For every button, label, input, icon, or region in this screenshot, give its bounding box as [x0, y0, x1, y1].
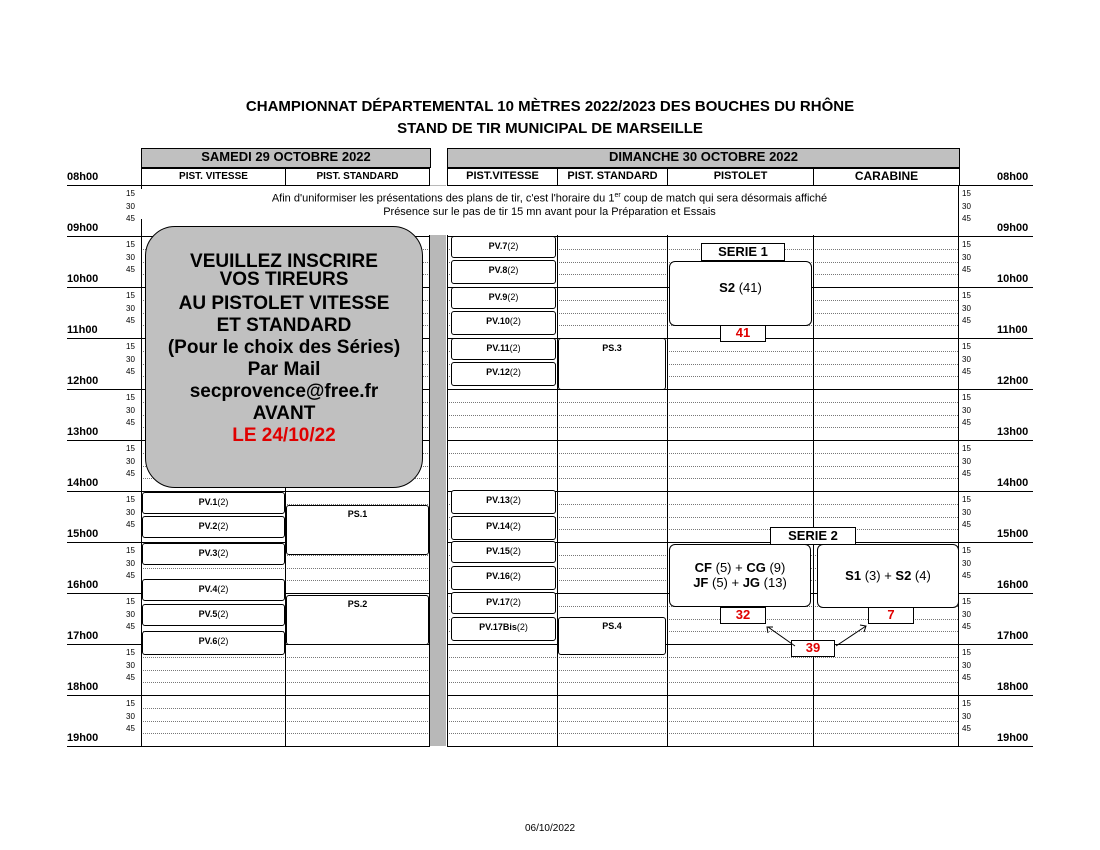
slot-pv-15: PV.15(2): [451, 541, 556, 563]
slot-pv-11: PV.11(2): [451, 338, 556, 360]
hour-label-left: 17h00: [67, 630, 99, 642]
column-line: [429, 185, 430, 747]
hour-line-right: [958, 593, 1033, 594]
registration-notice: [145, 226, 423, 488]
slot-pv-8: PV.8(2): [451, 260, 556, 284]
serie-2-pistolet-line-1: CF (5) + CG (9): [694, 560, 786, 575]
minute-label-right: 45: [962, 265, 971, 275]
quarter-line: [447, 682, 958, 683]
quarter-line: [447, 415, 958, 416]
minute-label-left: 30: [126, 354, 135, 364]
serie-1-group-name: S2: [719, 280, 736, 295]
hour-label-right: 15h00: [997, 528, 1029, 540]
notice-line-9: LE 24/10/22: [232, 425, 336, 446]
minute-label-left: 45: [126, 622, 135, 632]
minute-label-right: 30: [962, 711, 971, 721]
notice-line-8: AVANT: [252, 403, 316, 424]
saturday-header: SAMEDI 29 OCTOBRE 2022: [141, 148, 431, 168]
col-sun-standard: PIST. STANDARD: [557, 168, 668, 186]
slot-ps-2: PS.2: [286, 595, 429, 645]
hour-line: [447, 389, 958, 390]
minute-label-right: 45: [962, 367, 971, 377]
minute-label-left: 45: [126, 214, 135, 224]
serie-2-carabine-group: S1 (3) + S2 (4): [817, 544, 959, 608]
serie-2-grand-total: 39: [791, 640, 835, 657]
minute-label-right: 45: [962, 724, 971, 734]
hour-line-right: [958, 746, 1033, 747]
day-separator: [430, 185, 446, 746]
serie-2-carabine-total: 7: [868, 607, 914, 624]
minute-label-left: 15: [126, 188, 135, 198]
hour-line-right: [958, 491, 1033, 492]
minute-label-left: 45: [126, 469, 135, 479]
minute-label-right: 45: [962, 622, 971, 632]
hour-label-right: 09h00: [997, 222, 1029, 234]
minute-label-left: 45: [126, 265, 135, 275]
minute-label-left: 15: [126, 494, 135, 504]
column-line: [557, 185, 558, 747]
hour-label-right: 17h00: [997, 630, 1029, 642]
minute-label-right: 30: [962, 558, 971, 568]
minute-label-right: 15: [962, 596, 971, 606]
hour-label-right: 16h00: [997, 579, 1029, 591]
hour-label-left: 13h00: [67, 426, 99, 438]
hour-label-right: 12h00: [997, 375, 1029, 387]
page-title: CHAMPIONNAT DÉPARTEMENTAL 10 MÈTRES 2022/2023 DES BOUCHES DU RHÔNE: [245, 98, 855, 115]
hour-line: [447, 695, 958, 696]
hour-line-right: [958, 287, 1033, 288]
minute-label-right: 15: [962, 188, 971, 198]
minute-label-right: 30: [962, 456, 971, 466]
slot-ps-1: PS.1: [286, 505, 429, 555]
info-text-pre: Afin d'uniformiser les présentations des plans de tir, c'est l'horaire du 1: [271, 192, 615, 205]
info-superscript: er: [614, 192, 621, 199]
page-subtitle: STAND DE TIR MUNICIPAL DE MARSEILLE: [397, 120, 703, 137]
minute-label-left: 15: [126, 647, 135, 657]
column-line: [813, 185, 814, 747]
info-line-1: [141, 189, 958, 206]
notice-line-6: Par Mail: [247, 359, 321, 380]
minute-label-right: 30: [962, 609, 971, 619]
minute-label-left: 30: [126, 456, 135, 466]
notice-line-7: secprovence@free.fr: [189, 381, 379, 402]
hour-line-left: [67, 338, 141, 339]
hour-line-right: [958, 542, 1033, 543]
serie-2-pistolet-group: [669, 544, 811, 607]
hour-line-right: [958, 440, 1033, 441]
minute-label-right: 15: [962, 290, 971, 300]
serie-1-pistolet-group: [669, 261, 812, 326]
notice-line-4: ET STANDARD: [216, 315, 352, 336]
hour-line-right: [958, 338, 1033, 339]
minute-label-right: 15: [962, 647, 971, 657]
hour-label-right: 18h00: [997, 681, 1029, 693]
serie-2-pistolet-total: 32: [720, 607, 766, 624]
minute-label-left: 15: [126, 290, 135, 300]
serie-1-group-count: (41): [735, 280, 762, 295]
hour-label-left: 14h00: [67, 477, 99, 489]
minute-label-left: 45: [126, 316, 135, 326]
slot-pv-12: PV.12(2): [451, 362, 556, 386]
hour-label-right: 11h00: [997, 324, 1028, 336]
minute-label-left: 45: [126, 367, 135, 377]
minute-label-left: 30: [126, 558, 135, 568]
minute-label-left: 30: [126, 201, 135, 211]
slot-pv-14: PV.14(2): [451, 516, 556, 540]
hour-label-right: 14h00: [997, 477, 1029, 489]
notice-line-1: VEUILLEZ INSCRIRE: [190, 251, 378, 272]
footer-date: 06/10/2022: [524, 823, 576, 834]
slot-pv-4: PV.4(2): [142, 579, 285, 601]
slot-pv-7: PV.7(2): [451, 236, 556, 258]
col-sun-carabine: CARABINE: [813, 168, 960, 186]
total-arrows: [760, 620, 880, 650]
col-sat-standard: PIST. STANDARD: [285, 168, 430, 186]
column-line: [667, 185, 668, 747]
minute-label-left: 15: [126, 545, 135, 555]
notice-line-5: (Pour le choix des Séries): [167, 337, 401, 358]
minute-label-left: 45: [126, 418, 135, 428]
quarter-line: [447, 453, 958, 454]
minute-label-left: 30: [126, 609, 135, 619]
hour-label-left: 11h00: [67, 324, 98, 336]
slot-pv-2: PV.2(2): [142, 516, 285, 538]
hour-label-left: 19h00: [67, 732, 99, 744]
slot-pv-3: PV.3(2): [142, 543, 285, 565]
minute-label-right: 45: [962, 520, 971, 530]
minute-label-right: 45: [962, 673, 971, 683]
hour-line-left: [67, 695, 141, 696]
hour-line-left: [67, 593, 141, 594]
quarter-line: [447, 478, 958, 479]
hour-line-left: [67, 746, 141, 747]
slot-pv-16: PV.16(2): [451, 566, 556, 590]
minute-label-left: 15: [126, 392, 135, 402]
quarter-line: [447, 402, 958, 403]
hour-label-left: 08h00: [67, 171, 99, 183]
hour-line-left: [67, 644, 141, 645]
minute-label-left: 30: [126, 405, 135, 415]
minute-label-right: 30: [962, 507, 971, 517]
column-line: [958, 185, 959, 747]
hour-line-left: [67, 440, 141, 441]
minute-label-left: 45: [126, 673, 135, 683]
minute-label-left: 30: [126, 252, 135, 262]
hour-line: [447, 644, 958, 645]
minute-label-right: 15: [962, 239, 971, 249]
hour-label-right: 08h00: [997, 171, 1029, 183]
serie-2-label: SERIE 2: [770, 527, 856, 545]
hour-line-right: [958, 644, 1033, 645]
minute-label-right: 30: [962, 252, 971, 262]
hour-label-left: 10h00: [67, 273, 99, 285]
slot-pv-5: PV.5(2): [142, 604, 285, 626]
column-line: [447, 185, 448, 747]
minute-label-right: 30: [962, 354, 971, 364]
minute-label-right: 15: [962, 443, 971, 453]
hour-line-left: [67, 236, 141, 237]
minute-label-left: 15: [126, 239, 135, 249]
slot-pv-1: PV.1(2): [142, 492, 285, 514]
serie-1-total: 41: [720, 325, 766, 342]
minute-label-right: 30: [962, 201, 971, 211]
minute-label-right: 15: [962, 698, 971, 708]
slot-ps-3: PS.3: [558, 338, 666, 390]
quarter-line: [447, 657, 958, 658]
slot-pv-10: PV.10(2): [451, 311, 556, 335]
col-sun-vitesse: PIST.VITESSE: [447, 168, 558, 186]
hour-label-right: 19h00: [997, 732, 1029, 744]
minute-label-right: 45: [962, 469, 971, 479]
hour-label-left: 09h00: [67, 222, 99, 234]
hour-line-right: [958, 236, 1033, 237]
slot-pv-9: PV.9(2): [451, 287, 556, 309]
minute-label-right: 15: [962, 545, 971, 555]
quarter-line: [447, 670, 958, 671]
minute-label-right: 15: [962, 494, 971, 504]
minute-label-right: 30: [962, 405, 971, 415]
minute-label-right: 45: [962, 418, 971, 428]
quarter-line: [447, 466, 958, 467]
hour-label-left: 18h00: [67, 681, 99, 693]
serie-1-label: SERIE 1: [701, 243, 785, 261]
quarter-line: [447, 733, 958, 734]
sunday-header: DIMANCHE 30 OCTOBRE 2022: [447, 148, 960, 168]
minute-label-right: 45: [962, 571, 971, 581]
info-line-2: Présence sur le pas de tir 15 mn avant pour la Préparation et Essais: [141, 205, 958, 219]
minute-label-right: 30: [962, 303, 971, 313]
minute-label-right: 15: [962, 392, 971, 402]
hour-line-left: [67, 287, 141, 288]
hour-line-left: [67, 491, 141, 492]
minute-label-right: 45: [962, 214, 971, 224]
hour-label-left: 15h00: [67, 528, 99, 540]
minute-label-left: 45: [126, 571, 135, 581]
notice-line-3: AU PISTOLET VITESSE: [178, 293, 390, 314]
minute-label-left: 15: [126, 341, 135, 351]
hour-label-left: 12h00: [67, 375, 99, 387]
minute-label-left: 45: [126, 520, 135, 530]
hour-label-right: 13h00: [997, 426, 1029, 438]
hour-line-right: [958, 389, 1033, 390]
hour-line-right: [958, 695, 1033, 696]
hour-label-left: 16h00: [67, 579, 99, 591]
minute-label-left: 30: [126, 507, 135, 517]
hour-line-left: [67, 185, 141, 186]
quarter-line: [447, 721, 958, 722]
minute-label-left: 45: [126, 724, 135, 734]
hour-line-left: [67, 389, 141, 390]
quarter-line: [447, 708, 958, 709]
minute-label-right: 45: [962, 316, 971, 326]
hour-line: [447, 746, 958, 747]
minute-label-left: 30: [126, 711, 135, 721]
quarter-line: [447, 427, 958, 428]
minute-label-left: 30: [126, 660, 135, 670]
notice-line-2: VOS TIREURS: [219, 269, 349, 290]
hour-line-right: [958, 185, 1033, 186]
slot-pv-17bis: PV.17Bis(2): [451, 617, 556, 641]
column-line: [141, 185, 142, 747]
minute-label-left: 15: [126, 596, 135, 606]
col-sat-vitesse: PIST. VITESSE: [141, 168, 286, 186]
minute-label-left: 30: [126, 303, 135, 313]
serie-2-pistolet-line-2: JF (5) + JG (13): [693, 575, 787, 590]
slot-pv-13: PV.13(2): [451, 490, 556, 514]
minute-label-right: 15: [962, 341, 971, 351]
info-text-post: coup de match qui sera désormais affiché: [620, 192, 828, 205]
minute-label-left: 15: [126, 698, 135, 708]
slot-ps-4: PS.4: [558, 617, 666, 655]
slot-pv-6: PV.6(2): [142, 631, 285, 655]
hour-label-right: 10h00: [997, 273, 1029, 285]
col-sun-pistolet: PISTOLET: [667, 168, 814, 186]
hour-line-left: [67, 542, 141, 543]
minute-label-left: 15: [126, 443, 135, 453]
hour-line: [447, 440, 958, 441]
minute-label-right: 30: [962, 660, 971, 670]
slot-pv-17: PV.17(2): [451, 592, 556, 614]
